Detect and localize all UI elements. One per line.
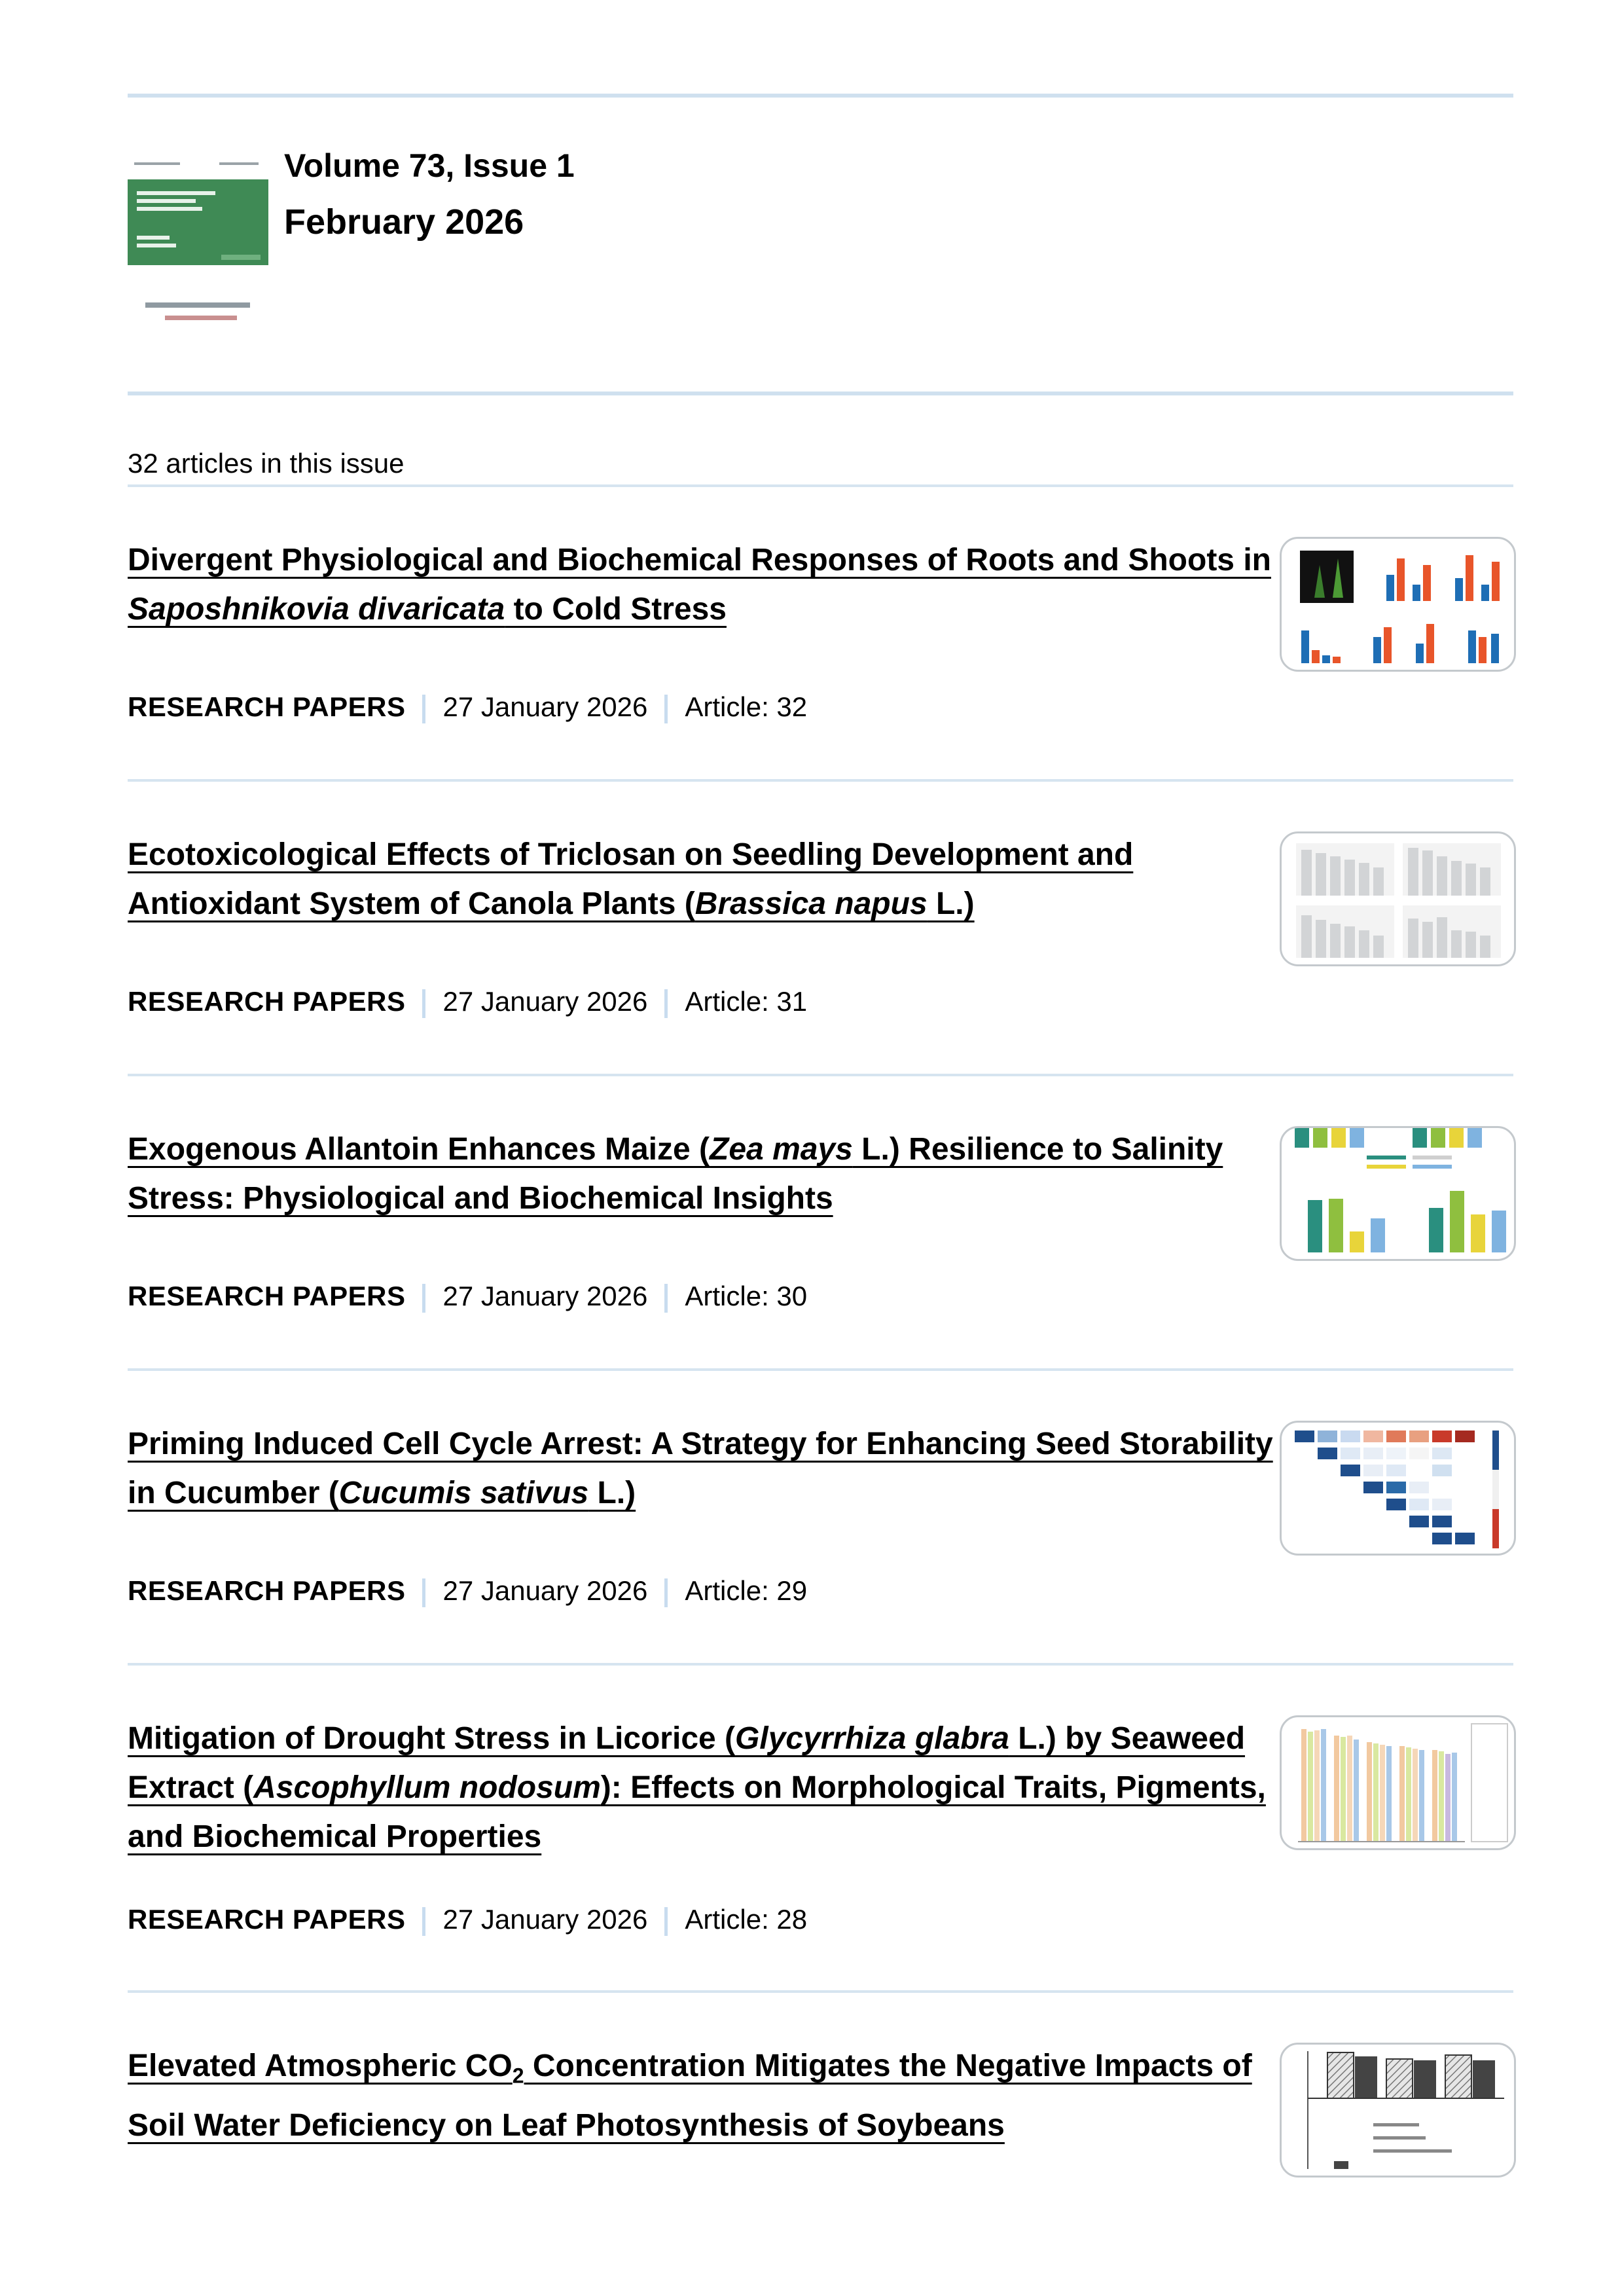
- article-number: Article: 31: [685, 986, 808, 1017]
- meta-separator: [664, 1578, 668, 1607]
- article-title-text[interactable]: Ecotoxicological Effects of Triclosan on Seedling Development and Antioxidant System of Canola Plants (Brassica napus L.): [128, 837, 1134, 921]
- bar-charts-figure-icon[interactable]: [1280, 537, 1516, 672]
- meta-separator: [422, 1284, 425, 1313]
- article-meta: [128, 1281, 807, 1313]
- pastel-bar-chart-figure-icon[interactable]: [1280, 1715, 1516, 1850]
- article-title-text[interactable]: Priming Induced Cell Cycle Arrest: A Strategy for Enhancing Seed Storability in Cucumber (Cucumis sativus L.): [128, 1427, 1273, 1510]
- article-type[interactable]: RESEARCH PAPERS: [128, 691, 406, 722]
- article-meta: [128, 691, 807, 723]
- article-number: Article: 29: [685, 1575, 808, 1606]
- article-meta: [128, 986, 807, 1018]
- article-title-text[interactable]: Mitigation of Drought Stress in Licorice (Glycyrrhiza glabra L.) by Seaweed Extract (Ascophyllum nodosum): Effects on Morphological Traits, Pigments, and Biochemical Properties: [128, 1721, 1266, 1854]
- article-title-text[interactable]: Elevated Atmospheric $CO_2$ Concentration Mitigates the Negative Impacts of Soil Water Deficiency on Leaf Photosynthesis of Soybeans: [128, 2049, 1252, 2143]
- top-divider: [128, 94, 1513, 98]
- meta-separator: [422, 989, 425, 1018]
- article-type[interactable]: RESEARCH PAPERS: [128, 1281, 406, 1311]
- article-date: 27 January 2026: [442, 691, 648, 722]
- article-title-link[interactable]: [128, 1714, 1280, 1861]
- article-title-link[interactable]: [128, 2041, 1306, 2150]
- article-number: Article: 30: [685, 1281, 808, 1311]
- issue-volume: Volume 73, Issue 1: [284, 147, 575, 184]
- meta-separator: [664, 695, 668, 723]
- meta-separator: [664, 989, 668, 1018]
- article-number: Article: 32: [685, 691, 808, 722]
- meta-separator: [422, 1907, 425, 1936]
- article-count: 32 articles in this issue: [128, 448, 405, 479]
- article-title-link[interactable]: [128, 1419, 1280, 1518]
- issue-date: February 2026: [284, 202, 524, 242]
- article-divider: [128, 1663, 1513, 1666]
- article-title-text[interactable]: Exogenous Allantoin Enhances Maize (Zea mays L.) Resilience to Salinity Stress: Physiological and Biochemical Insights: [128, 1132, 1223, 1216]
- meta-separator: [664, 1284, 668, 1313]
- article-meta: [128, 1575, 807, 1607]
- article-divider: [128, 1990, 1513, 1993]
- publisher-logo: [145, 302, 250, 325]
- correlation-heatmap-figure-icon[interactable]: [1280, 1421, 1516, 1556]
- list-divider: [128, 484, 1513, 487]
- article-number: Article: 28: [685, 1904, 808, 1935]
- article-date: 27 January 2026: [442, 1575, 648, 1606]
- article-title-text[interactable]: Divergent Physiological and Biochemical Responses of Roots and Shoots in Saposhnikovia divaricata to Cold Stress: [128, 543, 1271, 627]
- meta-separator: [422, 1578, 425, 1607]
- colored-bar-charts-figure-icon[interactable]: [1280, 1126, 1516, 1261]
- header-divider: [128, 392, 1513, 395]
- article-date: 27 January 2026: [442, 986, 648, 1017]
- article-type[interactable]: RESEARCH PAPERS: [128, 986, 406, 1017]
- article-divider: [128, 1368, 1513, 1371]
- article-date: 27 January 2026: [442, 1281, 648, 1311]
- article-type[interactable]: RESEARCH PAPERS: [128, 1575, 406, 1606]
- journal-cover-image[interactable]: [128, 157, 268, 265]
- article-meta: [128, 1904, 807, 1936]
- article-title-link[interactable]: [128, 830, 1280, 928]
- hatched-bar-chart-figure-icon[interactable]: [1280, 2043, 1516, 2178]
- article-title-link[interactable]: [128, 1125, 1306, 1223]
- article-divider: [128, 779, 1513, 782]
- article-divider: [128, 1074, 1513, 1076]
- article-type[interactable]: RESEARCH PAPERS: [128, 1904, 406, 1935]
- meta-separator: [664, 1907, 668, 1936]
- grey-bar-charts-figure-icon[interactable]: [1280, 831, 1516, 966]
- article-title-link[interactable]: [128, 536, 1280, 634]
- meta-separator: [422, 695, 425, 723]
- article-date: 27 January 2026: [442, 1904, 648, 1935]
